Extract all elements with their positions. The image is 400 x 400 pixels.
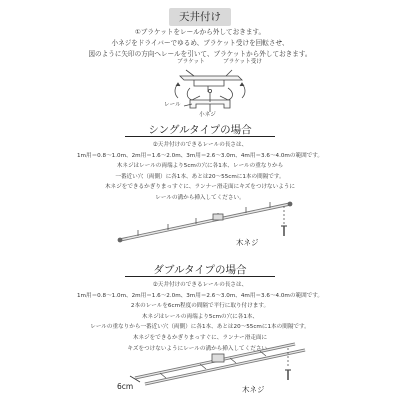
single-spec-line: 一番近い穴（両側）に各1本、あとは20〜55cmに1本の間隔です。 [115, 173, 285, 180]
double-wood-screw-label: 木ネジ [242, 385, 265, 394]
double-heading-rule [125, 276, 275, 277]
single-spec-line: ②天井付けのできるレールの長さは、 [152, 142, 248, 148]
label-bracket: ブラケット [177, 59, 205, 65]
double-rail-illustration [120, 338, 310, 388]
single-spec-line: 1m用＝0.8〜1.0m、2m用＝1.6〜2.0m、3m用＝2.6〜3.0m、4m用＝3.6〜4.0mの範囲です。 [76, 152, 324, 159]
double-spec-line: 木ネジをできるかぎりまっすぐに、ランナー滑走面に [132, 334, 268, 341]
double-spec-line: 2本のレールを6cm程度の間隔で平行に取り付けます。 [130, 303, 270, 310]
double-heading: ダブルタイプの場合 [153, 264, 247, 276]
double-spec-line: ②天井付けのできるレールの長さは、 [152, 282, 248, 288]
ceiling-note-line: 図のように矢印の方向へレールを引いて、ブラケットから外しておきます。 [88, 50, 312, 58]
label-rail: レール [164, 102, 181, 108]
single-spec-line: 木ネジはレールの両端より5cmの穴に各1本、レールの重なりから [116, 163, 284, 170]
ceiling-notes [0, 27, 400, 60]
single-heading-rule [125, 136, 275, 137]
ceiling-note-line: 小ネジをドライバーでゆるめ、ブラケット受けを回転させ、 [111, 39, 289, 47]
ceiling-note-line: ①ブラケットをレールから外しておきます。 [134, 28, 266, 36]
page-title: 天井付け [169, 8, 231, 26]
double-spec-line: レールの重なりから一番近い穴（両側）に各1本、あとは20〜55cmに1本の間隔です。 [90, 324, 310, 331]
double-spec-line: 木ネジはレールの両端より5cmの穴に各1本、 [141, 313, 259, 320]
double-spec-line: キズをつけないようにレールの溝から挿入してください。 [127, 345, 273, 352]
double-gap-label: 6cm [117, 382, 134, 391]
label-small-screw: 小ネジ [199, 112, 216, 118]
single-rail-illustration [100, 196, 310, 246]
single-wood-screw-label: 木ネジ [236, 238, 259, 247]
double-spec-line: 1m用＝0.8〜1.0m、2m用＝1.6〜2.0m、3m用＝2.6〜3.0m、4m用＝3.6〜4.0mの範囲です。 [76, 292, 324, 299]
single-spec-line: 木ネジをできるかぎりまっすぐに、ランナー滑走面にキズをつけないように [104, 184, 296, 191]
single-heading: シングルタイプの場合 [148, 124, 252, 136]
single-spec-line: レールの溝から挿入してください。 [155, 194, 245, 201]
label-bracket-holder: ブラケット受け [223, 59, 262, 65]
bracket-diagram [150, 58, 270, 118]
single-specs [0, 140, 400, 204]
